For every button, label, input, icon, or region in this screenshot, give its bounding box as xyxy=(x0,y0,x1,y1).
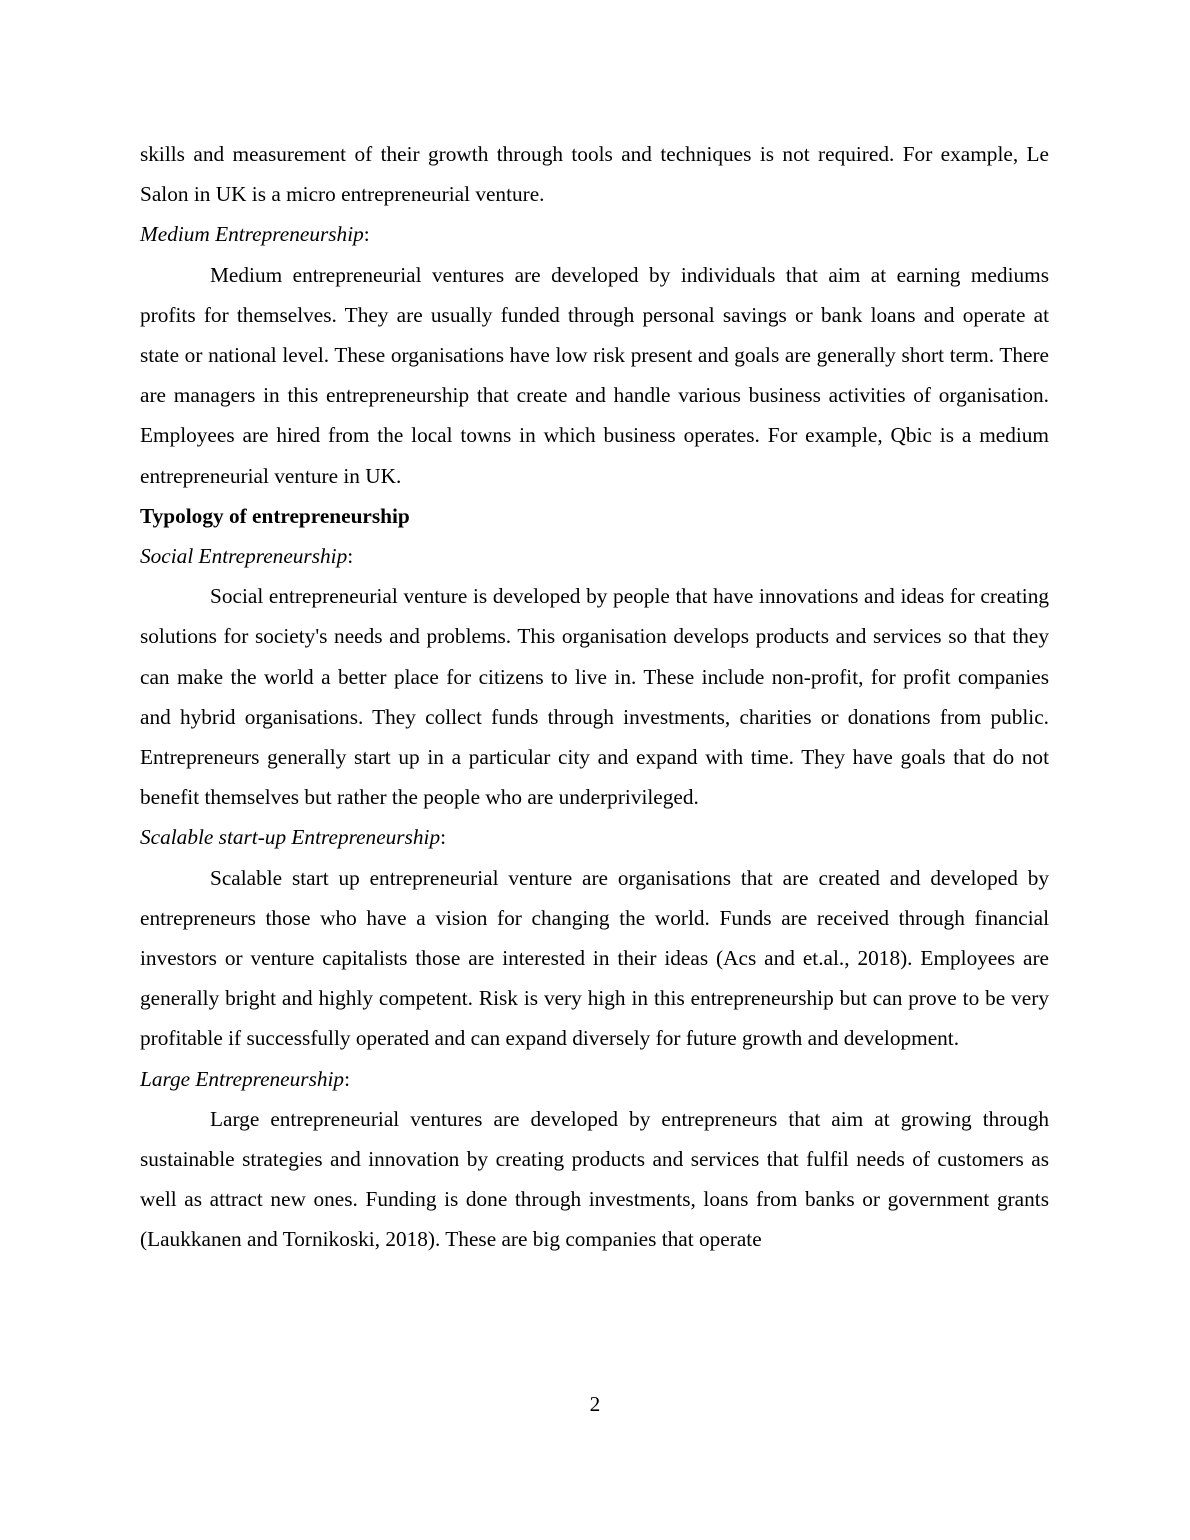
subheading-colon: : xyxy=(363,222,370,247)
subheading-large-title: Large Entrepreneurship xyxy=(140,1066,345,1091)
subheading-large-entrepreneurship xyxy=(140,1059,1049,1099)
page-body xyxy=(140,134,1049,1260)
subheading-scalable-entrepreneurship xyxy=(140,817,1049,857)
subheading-colon: : xyxy=(440,825,447,850)
heading-typology: Typology of entrepreneurship xyxy=(140,503,410,528)
subheading-colon: : xyxy=(344,1066,350,1091)
subheading-social-entrepreneurship xyxy=(140,536,1049,576)
subheading-medium-entrepreneurship xyxy=(140,214,1049,254)
paragraph-large-entrepreneurship: Large entrepreneurial ventures are developed by entrepreneurs that aim at growing through sustainable strategies and innovation by creating products and services that fulfil needs of customers as well as attract new ones. Funding is done through investments, loans from banks or government grants (Laukkanen and Tornikoski, 2018). These are big companies that operate xyxy=(140,1106,1049,1252)
subheading-scalable-title: Scalable start-up Entrepreneurship xyxy=(140,825,441,850)
page-number: 2 xyxy=(589,1392,601,1416)
continuation-paragraph: skills and measurement of their growth through tools and techniques is not required. For example, Le Salon in UK is a micro entrepreneurial venture. xyxy=(140,142,1049,207)
subheading-social-title: Social Entrepreneurship xyxy=(140,544,348,569)
paragraph-medium-entrepreneurship: Medium entrepreneurial ventures are developed by individuals that aim at earning mediums profits for themselves. They are usually funded through personal savings or bank loans and operate at state or national level. These organisations have low risk present and goals are generally short term. There are managers in this entrepreneurship that create and handle various business activities of organisation. Employees are hired from the local towns in which business operates. For example, Qbic is a medium entrepreneurial venture in UK. xyxy=(140,262,1049,488)
paragraph-scalable-entrepreneurship: Scalable start up entrepreneurial venture are organisations that are created and developed by entrepreneurs those who have a vision for changing the world. Funds are received through financial investors or venture capitalists those are interested in their ideas (Acs and et.al., 2018). Employees are generally bright and highly competent. Risk is very high in this entrepreneurship but can prove to be very profitable if successfully operated and can expand diversely for future growth and development. xyxy=(140,865,1049,1051)
paragraph-social-entrepreneurship: Social entrepreneurial venture is developed by people that have innovations and ideas for creating solutions for society's needs and problems. This organisation develops products and services so that they can make the world a better place for citizens to live in. These include non-profit, for profit companies and hybrid organisations. They collect funds through investments, charities or donations from public. Entrepreneurs generally start up in a particular city and expand with time. They have goals that do not benefit themselves but rather the people who are underprivileged. xyxy=(140,584,1049,810)
subheading-colon: : xyxy=(347,544,354,569)
subheading-medium-title: Medium Entrepreneurship xyxy=(140,222,364,247)
